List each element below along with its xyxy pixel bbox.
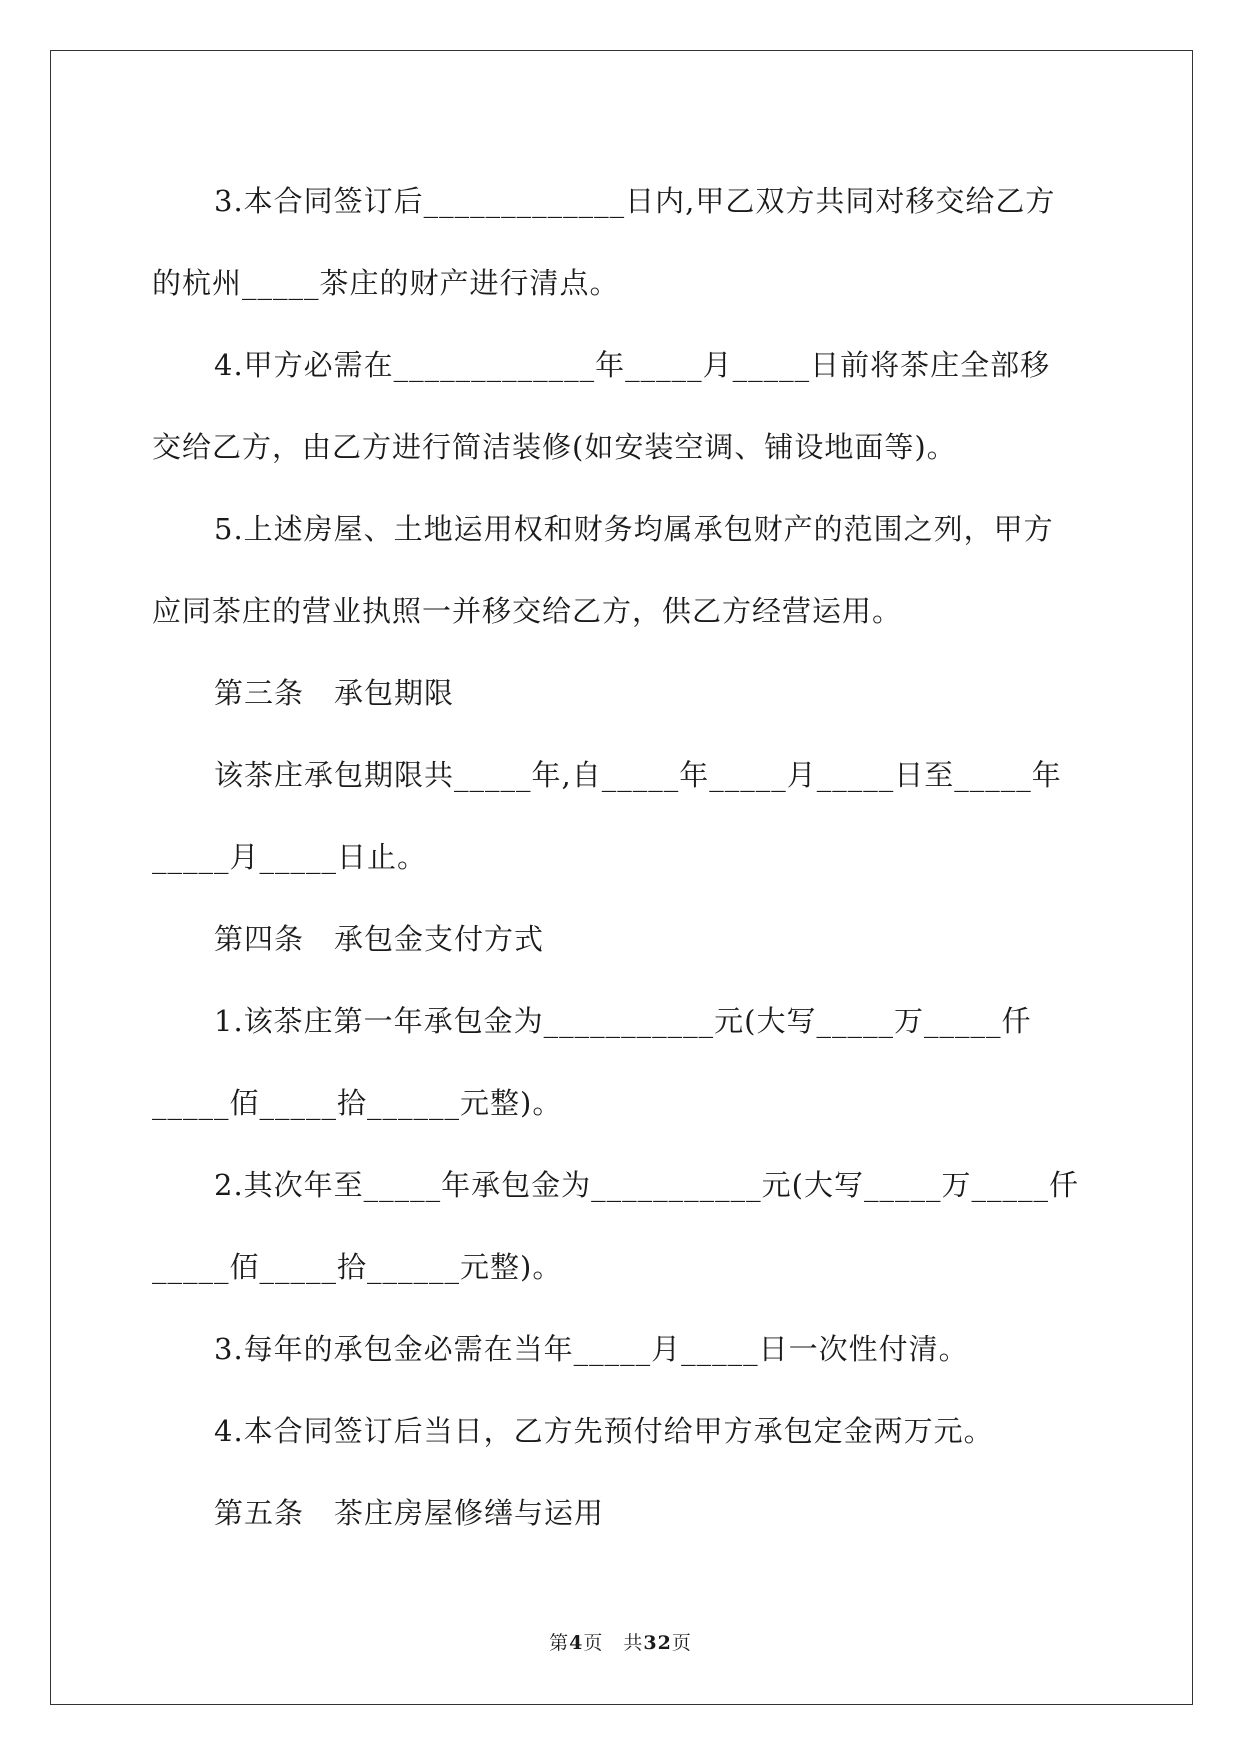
section-heading: 第五条 茶庄房屋修缮与运用 [214,1496,605,1530]
clause-line: 4.本合同签订后当日，乙方先预付给甲方承包定金两万元。 [214,1414,994,1448]
footer-prefix: 第 [549,1632,570,1654]
clause-line: _____佰_____拾______元整)。 [152,1250,563,1284]
clause-line: 应同茶庄的营业执照一并移交给乙方，供乙方经营运用。 [152,594,903,628]
total-page-number: 32 [643,1632,672,1654]
clause-line: _____佰_____拾______元整)。 [152,1086,563,1120]
clause-line: 3.本合同签订后_____________日内,甲乙双方共同对移交给乙方 [214,184,1056,218]
clause-line: 1.该茶庄第一年承包金为___________元(大写_____万_____仟 [214,1004,1032,1038]
clause-line: 5.上述房屋、土地运用权和财务均属承包财产的范围之列，甲方 [214,512,1054,546]
clause-line: _____月_____日止。 [152,840,428,874]
current-page-number: 4 [569,1632,584,1654]
document-body [152,160,1088,1554]
clause-line: 2.其次年至_____年承包金为___________元(大写_____万_____仟 [214,1168,1079,1202]
clause-line: 的杭州_____茶庄的财产进行清点。 [152,266,620,300]
page-footer [0,1628,1241,1655]
footer-suffix: 页 [671,1632,692,1654]
footer-mid: 页 共 [583,1632,644,1654]
clause-line: 3.每年的承包金必需在当年_____月_____日一次性付清。 [214,1332,969,1366]
section-heading: 第三条 承包期限 [214,676,455,710]
clause-line: 4.甲方必需在_____________年_____月_____日前将茶庄全部移 [214,348,1051,382]
clause-line: 交给乙方，由乙方进行简洁装修(如安装空调、铺设地面等)。 [152,430,957,464]
section-heading: 第四条 承包金支付方式 [214,922,545,956]
clause-line: 该茶庄承包期限共_____年,自_____年_____月_____日至_____年 [214,758,1062,792]
